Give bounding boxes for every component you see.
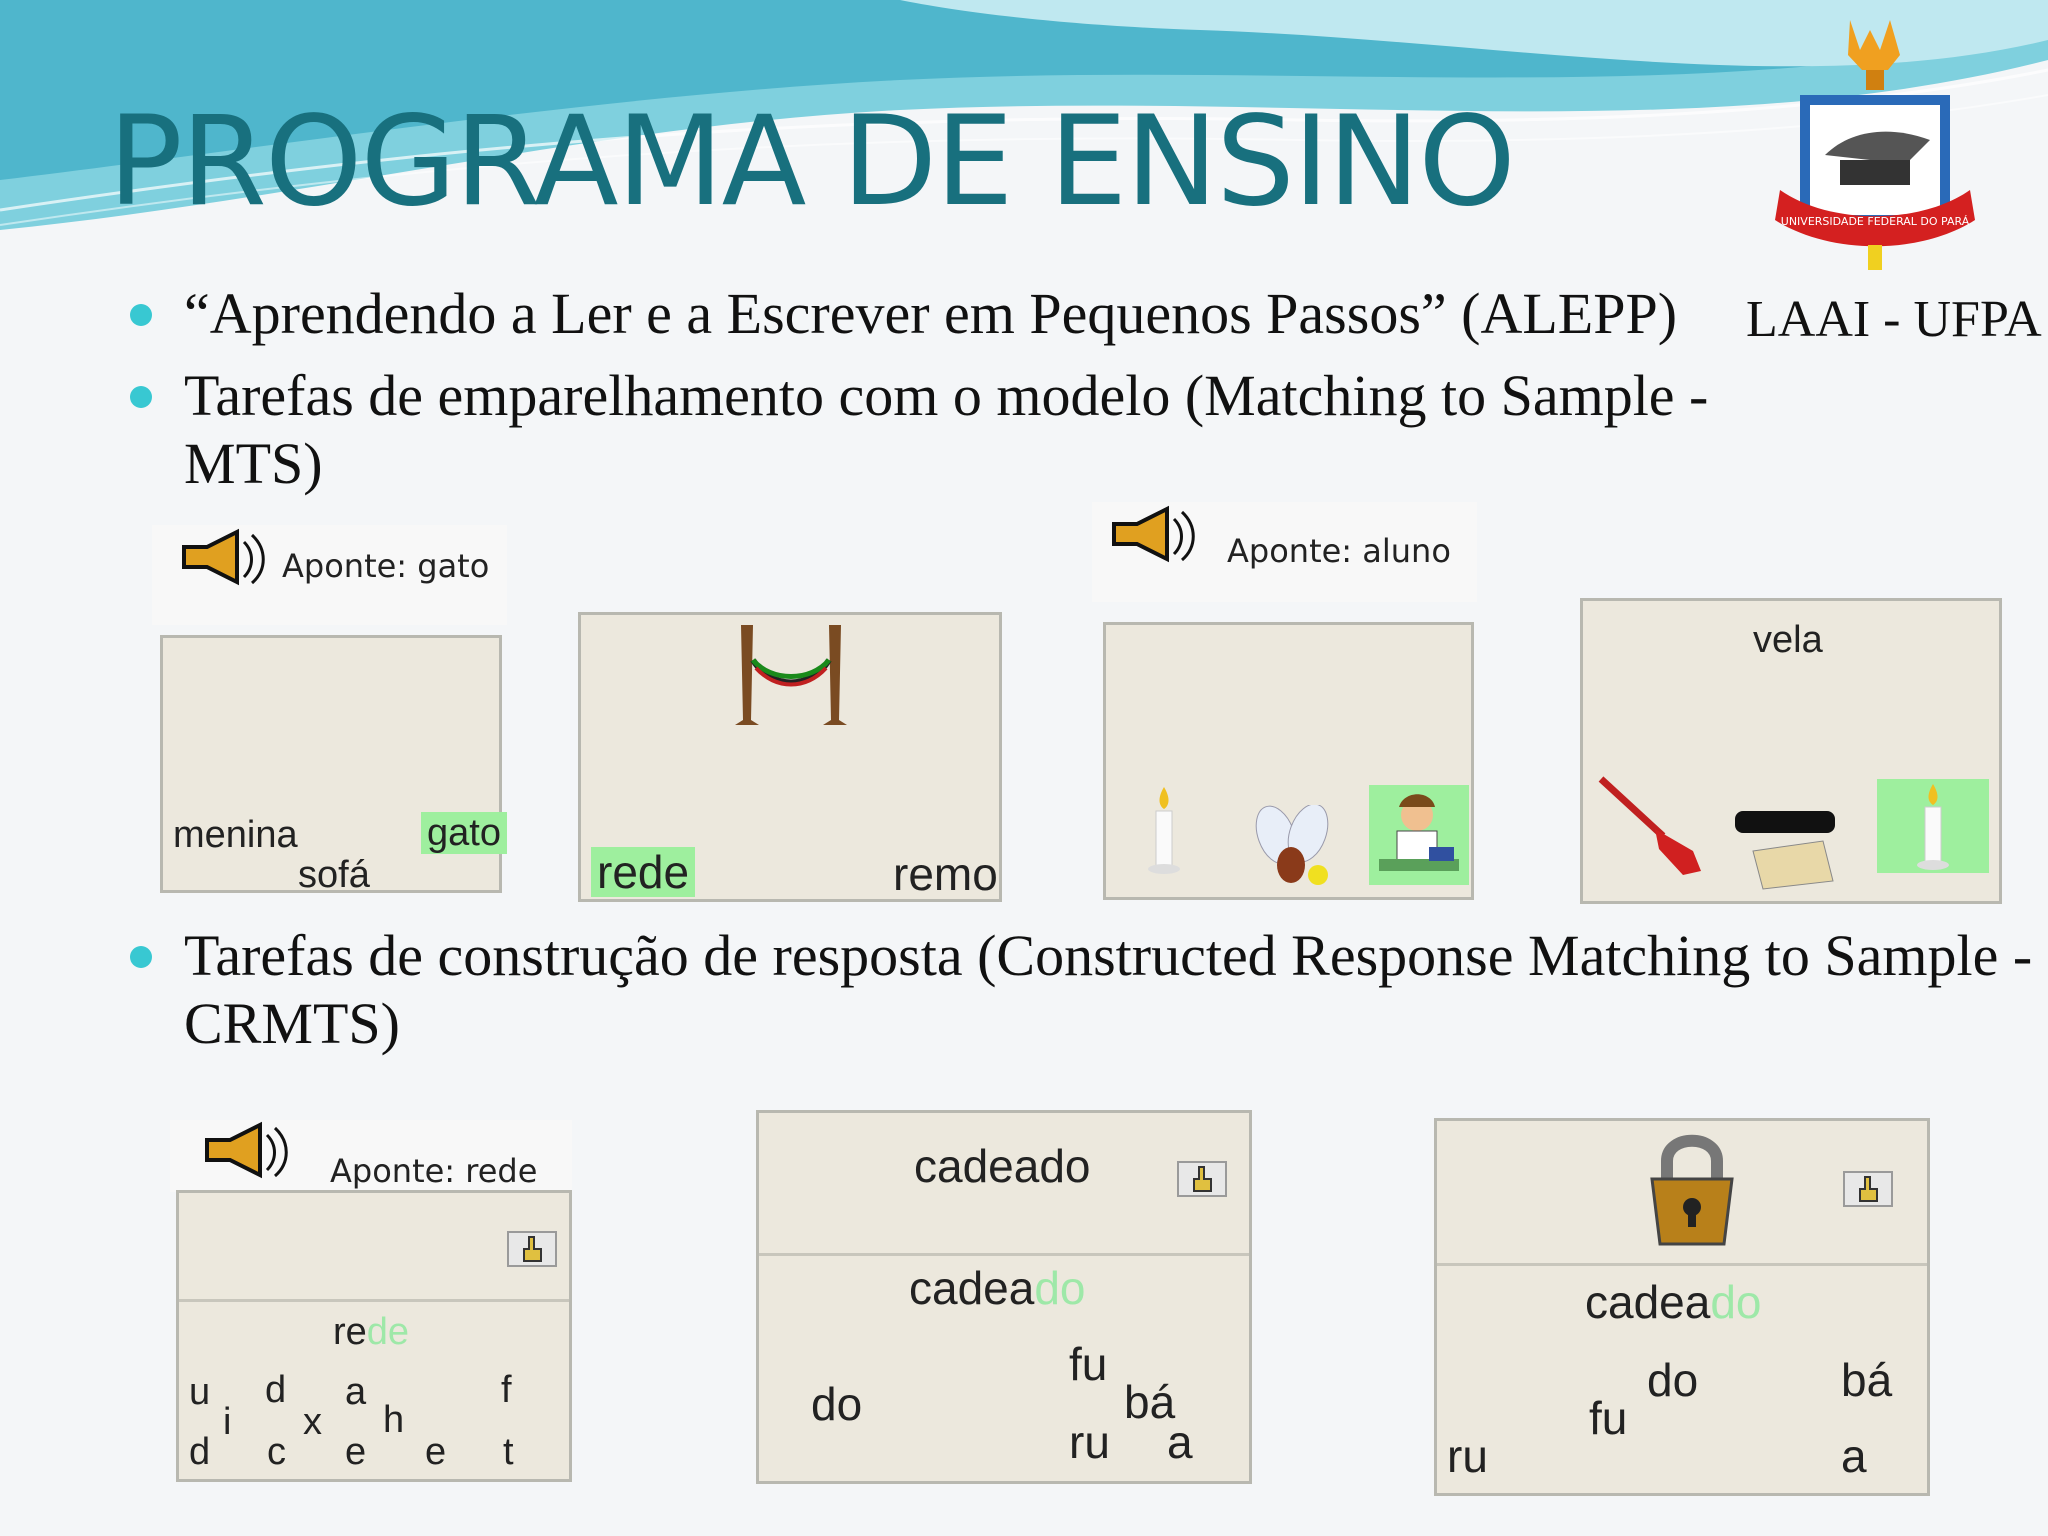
letter-tile[interactable]: d	[189, 1431, 211, 1473]
mts-panel3	[1103, 622, 1474, 900]
mts-panel1-instruction: Aponte: gato	[152, 525, 507, 625]
hand-pointer-icon	[509, 1233, 555, 1265]
letter-tile[interactable]: e	[425, 1431, 447, 1473]
syllable-tile[interactable]: fu	[1069, 1338, 1108, 1390]
mts-panel1	[160, 635, 502, 896]
letter-tile[interactable]: h	[383, 1399, 405, 1441]
candle-picture[interactable]	[1144, 785, 1184, 875]
crmts-panel1	[176, 1190, 572, 1482]
divider	[1437, 1263, 1927, 1266]
pointer-button[interactable]	[507, 1231, 557, 1267]
syllable-tile[interactable]: ru	[1069, 1416, 1110, 1468]
constructed-word: rede	[333, 1311, 410, 1353]
bullet-icon	[130, 946, 152, 968]
bullet-text: “Aprendendo a Ler e a Escrever em Pequenos Passos” (ALEPP)	[184, 281, 1678, 346]
letter-tile[interactable]: u	[189, 1371, 211, 1413]
correct-choice-highlight[interactable]	[1369, 785, 1469, 885]
choice-sofa[interactable]: sofá	[298, 854, 370, 896]
syllable-tile[interactable]: fu	[1589, 1392, 1628, 1444]
paddle-picture[interactable]	[1593, 771, 1713, 881]
divider	[759, 1253, 1249, 1256]
syllable-tile[interactable]: do	[1647, 1354, 1699, 1406]
sample-word: cadeado	[914, 1140, 1091, 1192]
choice-rede-selected[interactable]: rede	[591, 847, 695, 897]
crmts-panel3	[1434, 1118, 1930, 1496]
speaker-icon	[205, 1120, 315, 1180]
letter-tile[interactable]: a	[345, 1371, 367, 1413]
letter-tile[interactable]: x	[303, 1401, 322, 1443]
crmts-panel2	[756, 1110, 1252, 1484]
lab-label: LAAI - UFPA	[1746, 291, 2042, 348]
syllable-tile[interactable]: bá	[1841, 1354, 1893, 1406]
candle-picture	[1877, 779, 1989, 873]
bullet-icon	[130, 386, 152, 408]
firefly-picture[interactable]	[1246, 805, 1346, 895]
correct-choice-highlight[interactable]	[1877, 779, 1989, 873]
choice-menina[interactable]: menina	[173, 814, 298, 856]
pointer-button[interactable]	[1177, 1161, 1227, 1197]
letter-tile[interactable]: f	[501, 1369, 512, 1411]
pointer-button[interactable]	[1843, 1171, 1893, 1207]
svg-text:UNIVERSIDADE FEDERAL DO PARÁ: UNIVERSIDADE FEDERAL DO PARÁ	[1780, 215, 1970, 228]
divider	[179, 1299, 569, 1302]
syllable-tile[interactable]: bá	[1124, 1376, 1176, 1428]
letter-tile[interactable]: t	[503, 1431, 514, 1473]
speaker-icon	[1112, 504, 1222, 564]
letter-tile[interactable]: i	[223, 1401, 232, 1443]
hand-pointer-icon	[1845, 1173, 1891, 1205]
student-picture	[1369, 785, 1469, 885]
choice-gato-selected[interactable]: gato	[421, 812, 507, 854]
padlock-picture	[1642, 1129, 1742, 1249]
mts-panel3-instruction: Aponte: aluno	[1092, 502, 1477, 602]
bullet-text: Tarefas de construção de resposta (Constructed Response Matching to Sample - CRMTS)	[184, 923, 2033, 1056]
sample-word: vela	[1753, 619, 1823, 661]
university-logo	[1770, 10, 1980, 275]
constructed-word: cadeado	[909, 1262, 1086, 1314]
letter-tile[interactable]: c	[267, 1431, 286, 1473]
paper-picture[interactable]	[1733, 801, 1843, 891]
choice-remo[interactable]: remo	[893, 848, 998, 900]
page-title: PROGRAMA DE ENSINO	[108, 90, 1514, 234]
crmts-panel1-instruction: Aponte: rede	[170, 1120, 572, 1192]
hand-pointer-icon	[1179, 1163, 1225, 1195]
hammock-picture[interactable]	[731, 620, 851, 730]
mts-panel4	[1580, 598, 2002, 904]
constructed-word: cadeado	[1585, 1276, 1762, 1328]
letter-tile[interactable]: d	[265, 1369, 287, 1411]
syllable-tile[interactable]: a	[1167, 1416, 1193, 1468]
bullet-icon	[130, 304, 152, 326]
syllable-tile[interactable]: do	[811, 1378, 863, 1430]
syllable-tile[interactable]: ru	[1447, 1430, 1488, 1482]
syllable-tile[interactable]: a	[1841, 1430, 1867, 1482]
letter-tile[interactable]: e	[345, 1431, 367, 1473]
mts-panel2	[578, 612, 1002, 902]
speaker-icon	[182, 527, 292, 587]
bullet-text: Tarefas de emparelhamento com o modelo (Matching to Sample - MTS)	[184, 363, 1709, 496]
